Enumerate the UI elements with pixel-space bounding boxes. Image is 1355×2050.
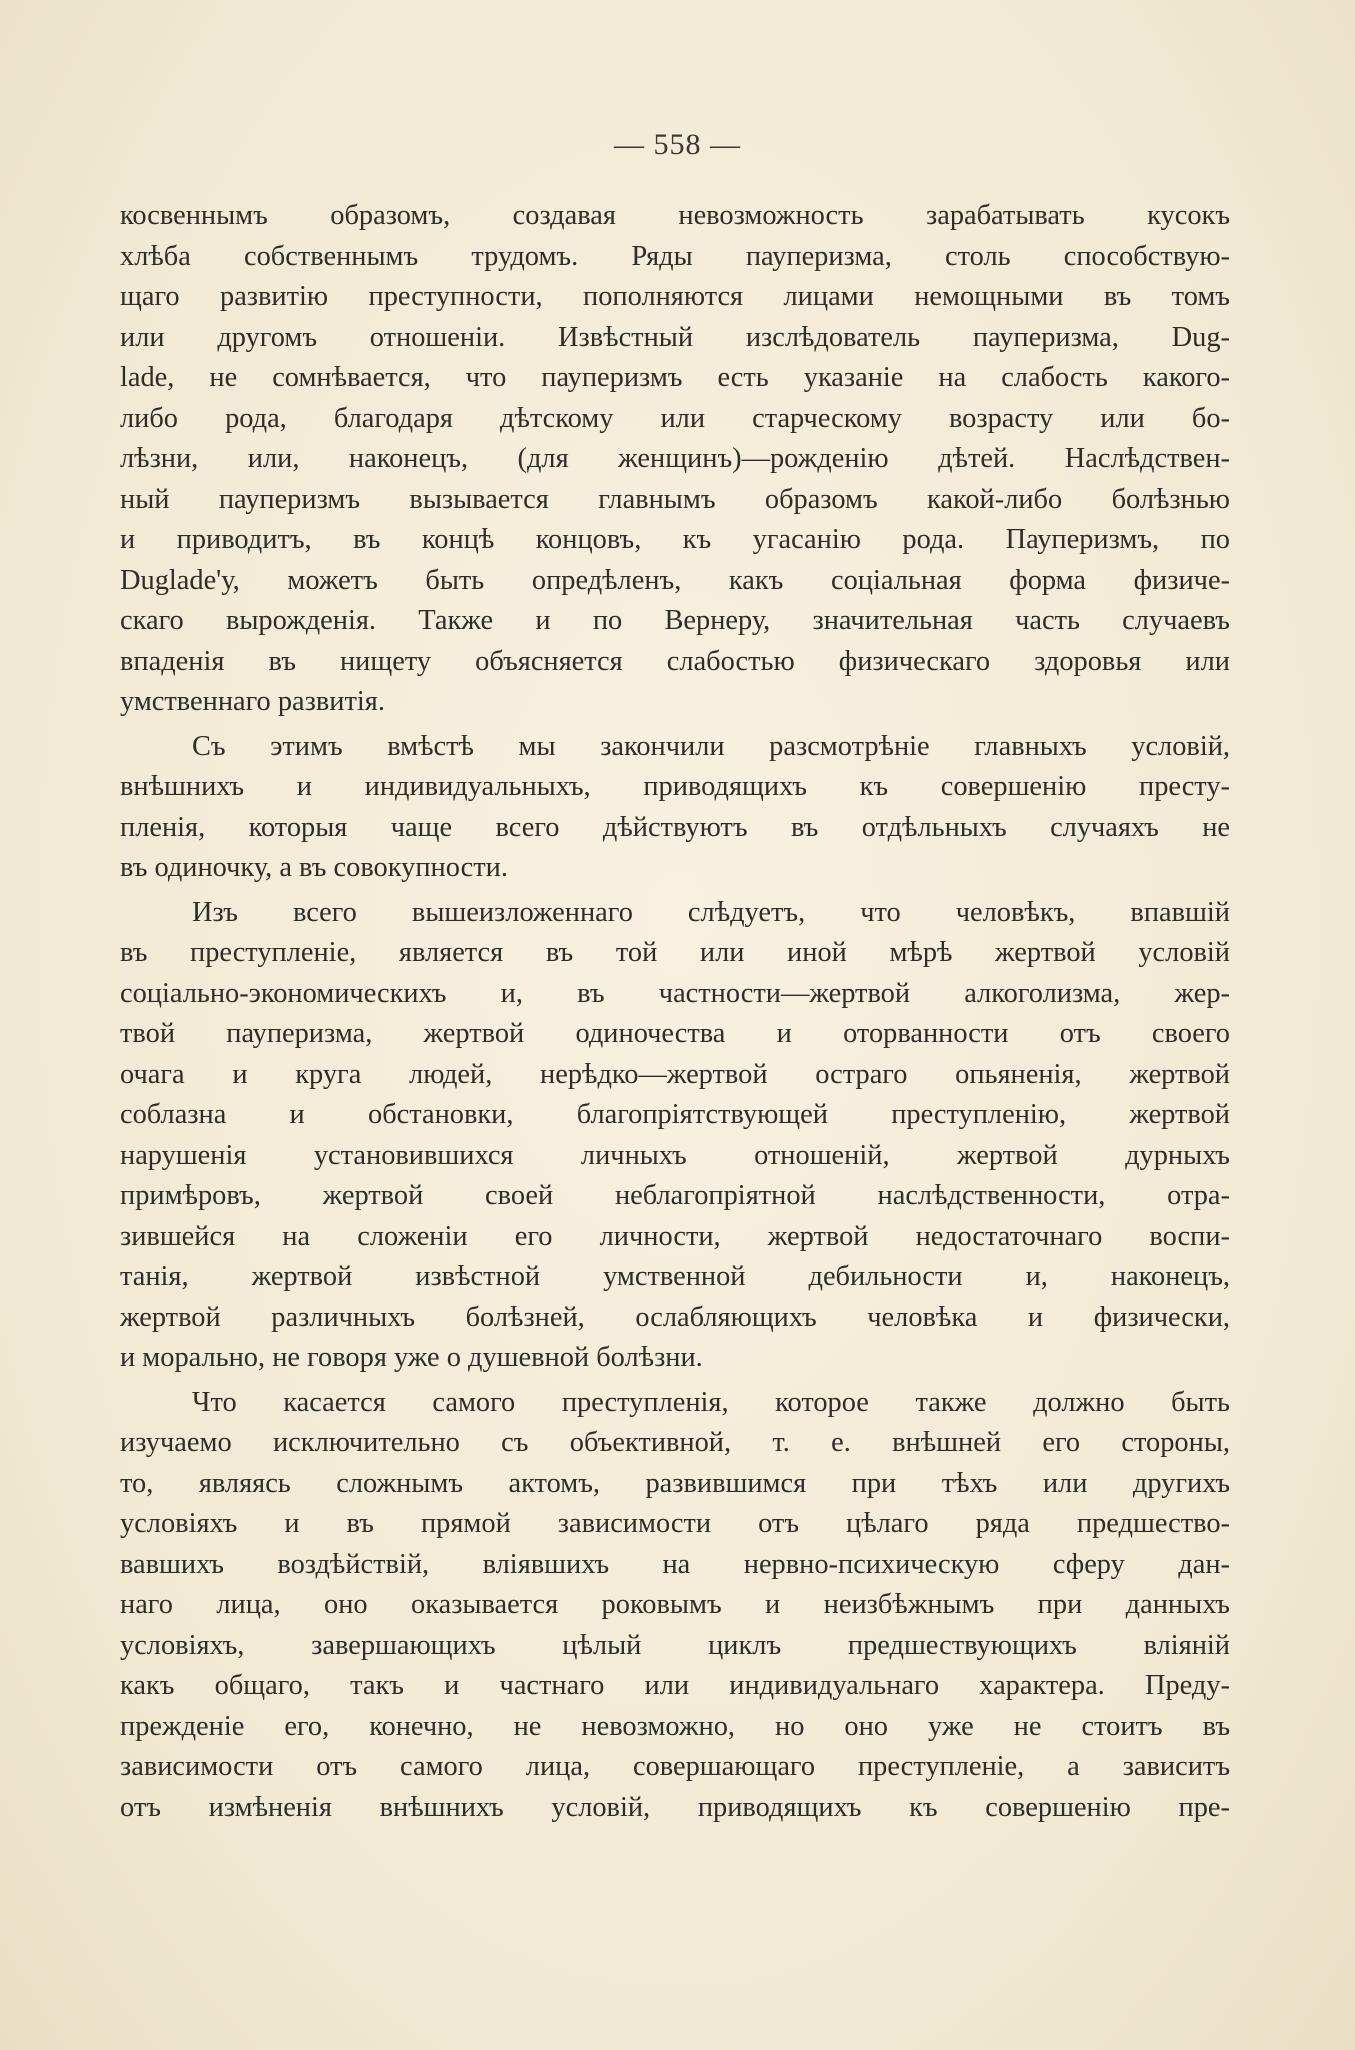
text-line: прежденіе его, конечно, не невозможно, но оно уже не стоитъ въ [120,1710,1230,1742]
text-line: очага и круга людей, нерѣдко—жертвой остраго опьяненія, жертвой [120,1058,1230,1090]
text-line: Изъ всего вышеизложеннаго слѣдуетъ, что человѣкъ, впавшій [192,896,1230,928]
text-line: твой пауперизма, жертвой одиночества и оторванности отъ своего [120,1018,1230,1049]
text-line: скаго вырожденія. Также и по Вернеру, значительная часть случаевъ [120,605,1230,636]
text-line: нарушенія установившихся личныхъ отношеній, жертвой дурныхъ [120,1139,1230,1171]
text-line: условіяхъ и въ прямой зависимости отъ цѣлаго ряда предшество- [120,1508,1230,1539]
text-line: ный пауперизмъ вызывается главнымъ образомъ какой-либо болѣзнью [120,483,1230,515]
text-line: танія, жертвой извѣстной умственной дебильности и, наконецъ, [120,1261,1230,1292]
text-line: соблазна и обстановки, благопріятствующей преступленію, жертвой [120,1099,1230,1130]
text-line: внѣшнихъ и индивидуальныхъ, приводящихъ къ совершенію престу- [120,771,1230,802]
text-line: и морально, не говоря уже о душевной болѣзни. [120,1342,703,1373]
text-line: впаденія въ нищету объясняется слабостью физическаго здоровья или [120,645,1230,677]
text-line: lade, не сомнѣвается, что пауперизмъ есть указаніе на слабость какого- [120,362,1230,393]
text-line: вавшихъ воздѣйствій, вліявшихъ на нервно-психическую сферу дан- [120,1548,1230,1580]
body-text [120,196,1230,1828]
text-line: зившейся на сложеніи его личности, жертвой недостаточнаго воспи- [120,1220,1230,1252]
text-line: косвеннымъ образомъ, создавая невозможность зарабатывать кусокъ [120,200,1230,231]
text-line: жертвой различныхъ болѣзней, ослабляющихъ человѣка и физически, [120,1301,1230,1333]
text-line: изучаемо исключительно съ объективной, т. е. внѣшней его стороны, [120,1427,1230,1458]
text-line: примѣровъ, жертвой своей неблагопріятной наслѣдственности, отра- [120,1180,1230,1211]
text-line: Съ этимъ вмѣстѣ мы закончили разсмотрѣніе главныхъ условій, [192,730,1230,762]
text-line: пленія, которыя чаще всего дѣйствуютъ въ отдѣльныхъ случаяхъ не [120,811,1230,843]
text-line: щаго развитію преступности, пополняются лицами немощными въ томъ [120,281,1230,312]
text-line: какъ общаго, такъ и частнаго или индивидуальнаго характера. Преду- [120,1670,1230,1701]
text-line: соціально-экономическихъ и, въ частности—жертвой алкоголизма, жер- [120,977,1230,1009]
text-line: отъ измѣненія внѣшнихъ условій, приводящихъ къ совершенію пре- [120,1791,1230,1823]
text-line: условіяхъ, завершающихъ цѣлый циклъ предшествующихъ вліяній [120,1629,1230,1661]
text-line: въ одиночку, а въ совокупности. [120,852,508,883]
text-line: лѣзни, или, наконецъ, (для женщинъ)—рожденію дѣтей. Наслѣдствен- [120,443,1230,474]
text-line: или другомъ отношеніи. Извѣстный изслѣдователь пауперизма, Dug- [120,321,1230,353]
text-line: хлѣба собственнымъ трудомъ. Ряды пауперизма, столь способствую- [120,240,1230,272]
text-line: Что касается самого преступленія, которое также должно быть [192,1386,1230,1418]
text-line: и приводитъ, въ концѣ концовъ, къ угасанію рода. Пауперизмъ, по [120,524,1230,555]
text-line: наго лица, оно оказывается роковымъ и неизбѣжнымъ при данныхъ [120,1589,1230,1620]
page-number: — 558 — [614,128,741,161]
text-line: то, являясь сложнымъ актомъ, развившимся при тѣхъ или другихъ [120,1467,1230,1499]
text-line: либо рода, благодаря дѣтскому или старческому возрасту или бо- [120,402,1230,434]
text-line: умственнаго развитія. [120,686,385,717]
text-line: въ преступленіе, является въ той или иной мѣрѣ жертвой условій [120,937,1230,968]
text-line: зависимости отъ самого лица, совершающаго преступленіе, а зависитъ [120,1751,1230,1782]
text-line: Dugladе'у, можетъ быть опредѣленъ, какъ соціальная форма физиче- [120,564,1230,596]
